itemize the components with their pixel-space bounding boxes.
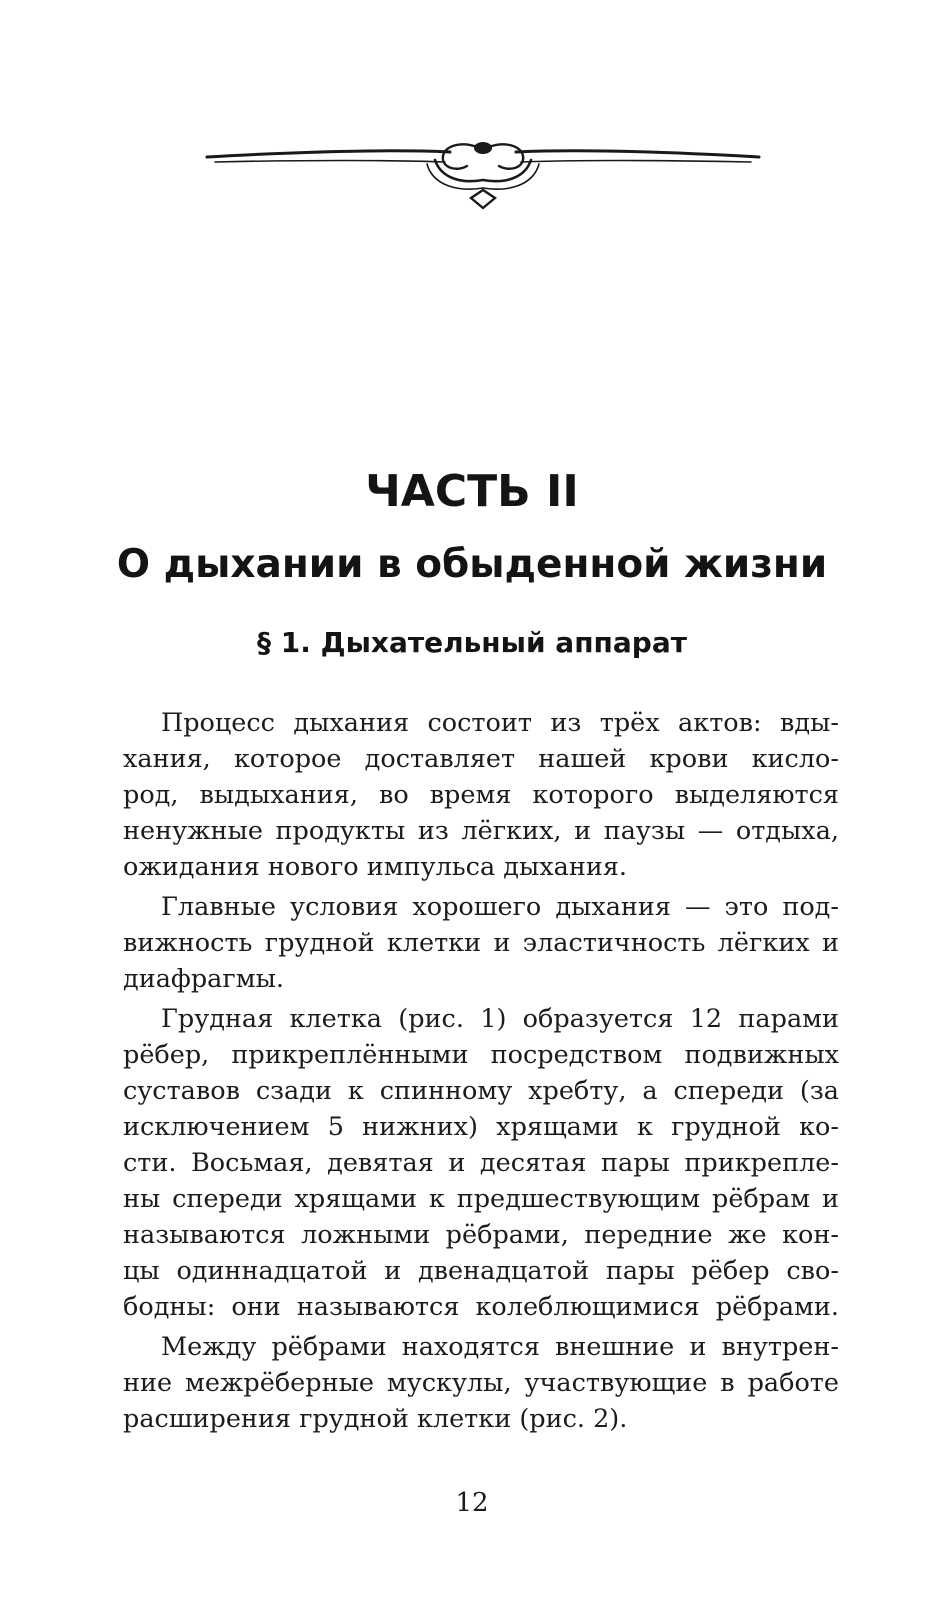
page-number: 12 (455, 1488, 489, 1518)
text-line: Между рёбрами находятся внешние и внутрен- (161, 1332, 839, 1362)
text-line: Главные условия хорошего дыхания — это под- (161, 892, 839, 922)
paragraph (123, 1001, 839, 1325)
part-title: ЧАСТЬ II (365, 466, 579, 517)
text-line: ненужные продукты из лёгких, и паузы — отдыха, (123, 816, 839, 846)
decorative-ornament (205, 138, 761, 214)
chapter-title: О дыхании в обыденной жизни (116, 542, 828, 587)
text-line: цы одиннадцатой и двенадцатой пары рёбер сво- (123, 1256, 839, 1286)
text-line: сти. Восьмая, девятая и десятая пары прикрепле- (123, 1148, 839, 1178)
paragraph (123, 889, 839, 997)
text-line: расширения грудной клетки (рис. 2). (123, 1404, 628, 1434)
text-line: вижность грудной клетки и эластичность лёгких и (123, 928, 839, 958)
section-title: § 1. Дыхательный аппарат (257, 626, 687, 659)
text-line: род, выдыхания, во время которого выделяются (123, 780, 839, 810)
text-line: хания, которое доставляет нашей крови кисло- (123, 744, 839, 774)
body-text (123, 705, 839, 1441)
paragraph (123, 1329, 839, 1437)
text-line: бодны: они называются колеблющимися рёбрами. (123, 1292, 839, 1322)
text-line: называются ложными рёбрами, передние же кон- (123, 1220, 839, 1250)
text-line: суставов сзади к спинному хребту, а спереди (за (123, 1076, 839, 1106)
text-line: Грудная клетка (рис. 1) образуется 12 парами (161, 1004, 839, 1034)
paragraph (123, 705, 839, 885)
text-line: Процесс дыхания состоит из трёх актов: вды- (161, 708, 839, 738)
text-line: диафрагмы. (123, 964, 284, 994)
text-line: ожидания нового импульса дыхания. (123, 852, 628, 882)
text-line: рёбер, прикреплёнными посредством подвижных (123, 1040, 839, 1070)
text-line: ние межрёберные мускулы, участвующие в работе (123, 1368, 839, 1398)
text-line: исключением 5 нижних) хрящами к грудной ко- (123, 1112, 839, 1142)
text-line: ны спереди хрящами к предшествующим рёбрам и (123, 1184, 839, 1214)
